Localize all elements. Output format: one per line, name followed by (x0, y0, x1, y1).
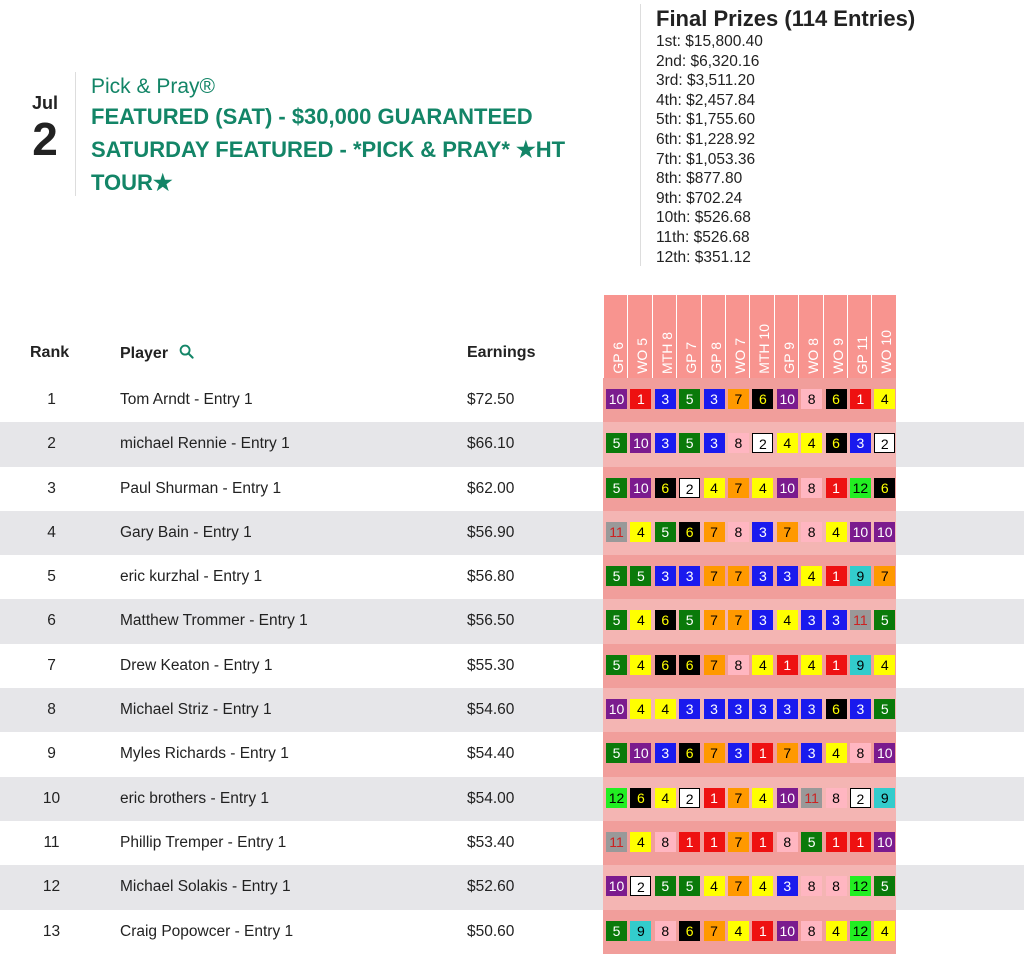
saddle-cloth-pick: 5 (801, 832, 822, 852)
earnings-cell: $53.40 (467, 833, 515, 851)
saddle-cloth-pick: 3 (752, 699, 773, 719)
saddle-cloth-pick: 2 (850, 788, 871, 808)
saddle-cloth-pick: 8 (801, 478, 822, 498)
saddle-cloth-pick: 6 (679, 655, 700, 675)
saddle-cloth-pick: 4 (704, 478, 725, 498)
player-name[interactable]: michael Rennie - Entry 1 (120, 435, 290, 453)
prize-item: 1st: $15,800.40 (656, 33, 763, 50)
player-name[interactable]: eric brothers - Entry 1 (120, 789, 270, 807)
saddle-cloth-pick: 3 (704, 433, 725, 453)
saddle-cloth-pick: 1 (630, 389, 651, 409)
earnings-cell: $56.80 (467, 568, 515, 586)
saddle-cloth-pick: 5 (679, 389, 700, 409)
table-row[interactable] (0, 910, 1024, 954)
saddle-cloth-pick: 1 (704, 832, 725, 852)
prize-item: 11th: $526.68 (656, 228, 750, 246)
saddle-cloth-pick: 6 (826, 389, 847, 409)
saddle-cloth-pick: 6 (655, 478, 676, 498)
saddle-cloth-pick: 3 (777, 876, 798, 896)
player-name[interactable]: Gary Bain - Entry 1 (120, 523, 252, 541)
saddle-cloth-pick: 4 (752, 788, 773, 808)
saddle-cloth-pick: 1 (752, 743, 773, 763)
saddle-cloth-pick: 5 (874, 699, 895, 719)
race-header-label: WO 10 (878, 330, 895, 374)
saddle-cloth-pick: 6 (679, 743, 700, 763)
picks-strip (606, 566, 899, 586)
player-name[interactable]: Drew Keaton - Entry 1 (120, 656, 273, 674)
saddle-cloth-pick: 3 (801, 699, 822, 719)
saddle-cloth-pick: 6 (630, 788, 651, 808)
saddle-cloth-pick: 10 (777, 389, 798, 409)
table-row[interactable] (0, 777, 1024, 821)
prize-item: 4th: $2,457.84 (656, 91, 756, 109)
player-name[interactable]: Phillip Tremper - Entry 1 (120, 833, 287, 851)
saddle-cloth-pick: 3 (655, 433, 676, 453)
picks-strip (606, 699, 899, 719)
table-row[interactable] (0, 378, 1024, 422)
saddle-cloth-pick: 10 (874, 743, 895, 763)
race-header (749, 295, 773, 379)
rank-cell: 6 (47, 612, 56, 630)
rank-cell: 4 (47, 523, 56, 541)
saddle-cloth-pick: 5 (606, 743, 627, 763)
table-row[interactable] (0, 511, 1024, 555)
saddle-cloth-pick: 7 (777, 522, 798, 542)
saddle-cloth-pick: 9 (874, 788, 895, 808)
saddle-cloth-pick: 10 (777, 921, 798, 941)
saddle-cloth-pick: 11 (606, 522, 627, 542)
event-month: Jul (31, 93, 58, 113)
saddle-cloth-pick: 8 (801, 389, 822, 409)
earnings-cell: $62.00 (467, 479, 515, 497)
race-header-label: MTH 10 (756, 324, 773, 374)
saddle-cloth-pick: 3 (850, 699, 871, 719)
saddle-cloth-pick: 1 (826, 832, 847, 852)
saddle-cloth-pick: 2 (630, 876, 651, 896)
rank-cell: 1 (47, 391, 56, 408)
picks-strip (606, 433, 899, 453)
rank-cell: 9 (47, 745, 56, 763)
saddle-cloth-pick: 7 (728, 478, 749, 498)
saddle-cloth-pick: 8 (728, 522, 749, 542)
player-name[interactable]: Michael Solakis - Entry 1 (120, 878, 291, 896)
picks-strip (606, 522, 899, 542)
race-header (603, 295, 627, 379)
saddle-cloth-pick: 3 (704, 699, 725, 719)
race-header (871, 295, 895, 379)
prize-item: 8th: $877.80 (656, 170, 743, 188)
table-row[interactable] (0, 467, 1024, 511)
player-name[interactable]: Craig Popowcer - Entry 1 (120, 922, 294, 940)
picks-strip (606, 921, 899, 941)
player-name[interactable]: Tom Arndt - Entry 1 (120, 391, 253, 408)
earnings-cell: $50.60 (467, 922, 515, 940)
earnings-header[interactable]: Earnings (467, 344, 536, 361)
prizes-list (656, 32, 915, 267)
prize-item: 6th: $1,228.92 (656, 130, 756, 148)
saddle-cloth-pick: 5 (606, 433, 627, 453)
saddle-cloth-pick: 4 (874, 655, 895, 675)
picks-strip (606, 832, 899, 852)
prize-item: 3rd: $3,511.20 (656, 72, 755, 90)
saddle-cloth-pick: 8 (850, 743, 871, 763)
race-header (725, 295, 749, 379)
earnings-cell: $66.10 (467, 435, 515, 453)
race-header (627, 295, 651, 379)
picks-strip (606, 876, 899, 896)
saddle-cloth-pick: 6 (679, 522, 700, 542)
brand-name: Pick & Pray® (91, 75, 216, 98)
player-header-label: Player (120, 345, 169, 362)
saddle-cloth-pick: 1 (704, 788, 725, 808)
saddle-cloth-pick: 4 (777, 610, 798, 630)
picks-strip (606, 655, 899, 675)
saddle-cloth-pick: 3 (826, 610, 847, 630)
event-title: FEATURED (SAT) - $30,000 GUARANTEED SATURDAY FEATURED - *PICK & PRAY* ★HT TOUR★ (91, 104, 566, 195)
earnings-cell: $56.50 (467, 612, 515, 630)
saddle-cloth-pick: 4 (874, 389, 895, 409)
saddle-cloth-pick: 7 (728, 788, 749, 808)
saddle-cloth-pick: 1 (777, 655, 798, 675)
saddle-cloth-pick: 1 (850, 389, 871, 409)
saddle-cloth-pick: 5 (679, 433, 700, 453)
saddle-cloth-pick: 7 (704, 610, 725, 630)
saddle-cloth-pick: 6 (874, 478, 895, 498)
rank-cell: 5 (47, 568, 56, 586)
saddle-cloth-pick: 7 (728, 832, 749, 852)
rank-cell: 3 (47, 479, 56, 497)
saddle-cloth-pick: 10 (606, 876, 627, 896)
saddle-cloth-pick: 4 (630, 655, 651, 675)
race-header (823, 295, 847, 379)
prize-item: 5th: $1,755.60 (656, 111, 756, 129)
event-day: 2 (32, 113, 58, 165)
race-header-label: GP 6 (610, 342, 626, 374)
race-header-label: WO 8 (805, 338, 822, 374)
race-header (798, 295, 822, 379)
saddle-cloth-pick: 7 (874, 566, 895, 586)
rank-cell: 13 (42, 922, 61, 940)
saddle-cloth-pick: 3 (655, 743, 676, 763)
saddle-cloth-pick: 11 (801, 788, 822, 808)
saddle-cloth-pick: 6 (655, 610, 676, 630)
saddle-cloth-pick: 5 (606, 655, 627, 675)
saddle-cloth-pick: 7 (704, 743, 725, 763)
saddle-cloth-pick: 6 (752, 389, 773, 409)
saddle-cloth-pick: 7 (704, 522, 725, 542)
table-row[interactable] (0, 599, 1024, 643)
saddle-cloth-pick: 3 (752, 610, 773, 630)
table-row[interactable] (0, 644, 1024, 688)
saddle-cloth-pick: 7 (728, 389, 749, 409)
rank-header[interactable]: Rank (30, 344, 70, 361)
earnings-cell: $56.90 (467, 523, 515, 541)
saddle-cloth-pick: 12 (606, 788, 627, 808)
prize-item: 9th: $702.24 (656, 189, 743, 207)
rank-cell: 8 (47, 701, 56, 719)
player-header[interactable] (120, 344, 194, 364)
saddle-cloth-pick: 8 (801, 522, 822, 542)
saddle-cloth-pick: 4 (826, 921, 847, 941)
saddle-cloth-pick: 2 (679, 788, 700, 808)
saddle-cloth-pick: 4 (752, 876, 773, 896)
player-name[interactable]: eric kurzhal - Entry 1 (120, 568, 263, 586)
earnings-cell: $52.60 (467, 878, 515, 896)
saddle-cloth-pick: 8 (826, 788, 847, 808)
saddle-cloth-pick: 7 (704, 921, 725, 941)
saddle-cloth-pick: 8 (655, 921, 676, 941)
saddle-cloth-pick: 3 (728, 743, 749, 763)
picks-strip (606, 743, 899, 763)
saddle-cloth-pick: 1 (752, 832, 773, 852)
saddle-cloth-pick: 3 (801, 610, 822, 630)
race-header (774, 295, 798, 379)
saddle-cloth-pick: 8 (826, 876, 847, 896)
saddle-cloth-pick: 4 (826, 522, 847, 542)
picks-strip (606, 478, 899, 498)
event-title-block (91, 74, 631, 199)
race-header (652, 295, 676, 379)
rank-cell: 12 (42, 878, 61, 896)
race-header-label: GP 11 (853, 335, 870, 374)
saddle-cloth-pick: 10 (850, 522, 871, 542)
saddle-cloth-pick: 4 (704, 876, 725, 896)
player-name[interactable]: Paul Shurman - Entry 1 (120, 479, 282, 497)
saddle-cloth-pick: 3 (752, 566, 773, 586)
saddle-cloth-pick: 10 (630, 433, 651, 453)
saddle-cloth-pick: 4 (630, 610, 651, 630)
saddle-cloth-pick: 4 (728, 921, 749, 941)
rank-cell: 10 (42, 789, 61, 807)
saddle-cloth-pick: 5 (630, 566, 651, 586)
search-icon[interactable] (179, 344, 194, 364)
event-date (30, 93, 60, 165)
table-row[interactable] (0, 865, 1024, 909)
saddle-cloth-pick: 8 (728, 433, 749, 453)
prize-item: 12th: $351.12 (656, 248, 751, 266)
saddle-cloth-pick: 10 (874, 522, 895, 542)
saddle-cloth-pick: 4 (630, 832, 651, 852)
prizes-heading: Final Prizes (114 Entries) (656, 6, 916, 31)
saddle-cloth-pick: 4 (630, 699, 651, 719)
saddle-cloth-pick: 8 (728, 655, 749, 675)
saddle-cloth-pick: 4 (630, 522, 651, 542)
player-name[interactable]: Michael Striz - Entry 1 (120, 701, 272, 719)
race-header-label: GP 7 (683, 342, 700, 374)
earnings-cell: $55.30 (467, 656, 515, 674)
saddle-cloth-pick: 3 (777, 699, 798, 719)
player-name[interactable]: Matthew Trommer - Entry 1 (120, 612, 308, 630)
earnings-cell: $54.00 (467, 789, 515, 807)
saddle-cloth-pick: 6 (655, 655, 676, 675)
saddle-cloth-pick: 2 (874, 433, 895, 453)
race-header (701, 295, 725, 379)
race-header (676, 295, 700, 379)
earnings-cell: $72.50 (467, 391, 515, 408)
saddle-cloth-pick: 10 (874, 832, 895, 852)
race-header-label: GP 9 (780, 342, 797, 374)
saddle-cloth-pick: 5 (655, 522, 676, 542)
saddle-cloth-pick: 7 (704, 655, 725, 675)
saddle-cloth-pick: 1 (826, 566, 847, 586)
saddle-cloth-pick: 10 (630, 743, 651, 763)
rank-cell: 7 (47, 656, 56, 674)
saddle-cloth-pick: 10 (606, 699, 627, 719)
saddle-cloth-pick: 7 (728, 610, 749, 630)
saddle-cloth-pick: 5 (874, 876, 895, 896)
saddle-cloth-pick: 4 (801, 566, 822, 586)
race-header-label: WO 7 (731, 338, 748, 374)
race-header-label: WO 9 (829, 338, 846, 374)
saddle-cloth-pick: 4 (655, 788, 676, 808)
saddle-cloth-pick: 3 (728, 699, 749, 719)
saddle-cloth-pick: 5 (606, 566, 627, 586)
divider (640, 4, 641, 266)
prize-item: 10th: $526.68 (656, 209, 751, 227)
earnings-cell: $54.40 (467, 745, 515, 763)
saddle-cloth-pick: 8 (801, 921, 822, 941)
saddle-cloth-pick: 9 (850, 655, 871, 675)
divider (75, 72, 76, 196)
saddle-cloth-pick: 4 (777, 433, 798, 453)
saddle-cloth-pick: 4 (655, 699, 676, 719)
saddle-cloth-pick: 7 (777, 743, 798, 763)
saddle-cloth-pick: 3 (679, 699, 700, 719)
saddle-cloth-pick: 12 (850, 876, 871, 896)
saddle-cloth-pick: 3 (655, 566, 676, 586)
saddle-cloth-pick: 9 (630, 921, 651, 941)
saddle-cloth-pick: 3 (679, 566, 700, 586)
saddle-cloth-pick: 5 (655, 876, 676, 896)
saddle-cloth-pick: 7 (728, 876, 749, 896)
saddle-cloth-pick: 3 (777, 566, 798, 586)
saddle-cloth-pick: 2 (752, 433, 773, 453)
saddle-cloth-pick: 3 (801, 743, 822, 763)
saddle-cloth-pick: 12 (850, 478, 871, 498)
saddle-cloth-pick: 10 (777, 478, 798, 498)
saddle-cloth-pick: 2 (679, 478, 700, 498)
saddle-cloth-pick: 6 (679, 921, 700, 941)
picks-strip (606, 610, 899, 630)
saddle-cloth-pick: 3 (752, 522, 773, 542)
saddle-cloth-pick: 1 (826, 478, 847, 498)
saddle-cloth-pick: 4 (801, 433, 822, 453)
saddle-cloth-pick: 1 (850, 832, 871, 852)
picks-strip (606, 788, 899, 808)
saddle-cloth-pick: 8 (777, 832, 798, 852)
saddle-cloth-pick: 1 (826, 655, 847, 675)
rank-cell: 11 (43, 833, 60, 851)
table-row[interactable] (0, 422, 1024, 466)
saddle-cloth-pick: 11 (850, 610, 871, 630)
saddle-cloth-pick: 8 (801, 876, 822, 896)
saddle-cloth-pick: 3 (850, 433, 871, 453)
player-name[interactable]: Myles Richards - Entry 1 (120, 745, 289, 763)
saddle-cloth-pick: 1 (752, 921, 773, 941)
rank-cell: 2 (47, 435, 56, 453)
saddle-cloth-pick: 5 (679, 876, 700, 896)
table-row[interactable] (0, 688, 1024, 732)
saddle-cloth-pick: 11 (606, 832, 627, 852)
saddle-cloth-pick: 10 (777, 788, 798, 808)
picks-strip (606, 389, 899, 409)
saddle-cloth-pick: 5 (606, 921, 627, 941)
leaderboard (0, 378, 1024, 954)
prize-item: 2nd: $6,320.16 (656, 52, 760, 70)
saddle-cloth-pick: 4 (826, 743, 847, 763)
saddle-cloth-pick: 5 (606, 478, 627, 498)
saddle-cloth-pick: 5 (679, 610, 700, 630)
saddle-cloth-pick: 4 (752, 655, 773, 675)
saddle-cloth-pick: 9 (850, 566, 871, 586)
table-row[interactable] (0, 732, 1024, 776)
saddle-cloth-pick: 10 (630, 478, 651, 498)
saddle-cloth-pick: 10 (606, 389, 627, 409)
saddle-cloth-pick: 6 (826, 699, 847, 719)
race-headers (603, 295, 896, 379)
saddle-cloth-pick: 4 (752, 478, 773, 498)
race-header-label: WO 5 (634, 338, 651, 374)
table-row[interactable] (0, 821, 1024, 865)
saddle-cloth-pick: 5 (874, 610, 895, 630)
saddle-cloth-pick: 4 (874, 921, 895, 941)
race-header (847, 295, 871, 379)
saddle-cloth-pick: 4 (801, 655, 822, 675)
table-row[interactable] (0, 555, 1024, 599)
saddle-cloth-pick: 5 (606, 610, 627, 630)
saddle-cloth-pick: 7 (704, 566, 725, 586)
saddle-cloth-pick: 6 (826, 433, 847, 453)
prize-item: 7th: $1,053.36 (656, 150, 756, 168)
saddle-cloth-pick: 12 (850, 921, 871, 941)
saddle-cloth-pick: 3 (704, 389, 725, 409)
saddle-cloth-pick: 7 (728, 566, 749, 586)
saddle-cloth-pick: 1 (679, 832, 700, 852)
race-header-label: MTH 8 (658, 332, 675, 374)
saddle-cloth-pick: 3 (655, 389, 676, 409)
race-header-label: GP 8 (707, 342, 724, 374)
final-prizes (656, 6, 915, 267)
saddle-cloth-pick: 8 (655, 832, 676, 852)
earnings-cell: $54.60 (467, 701, 515, 719)
